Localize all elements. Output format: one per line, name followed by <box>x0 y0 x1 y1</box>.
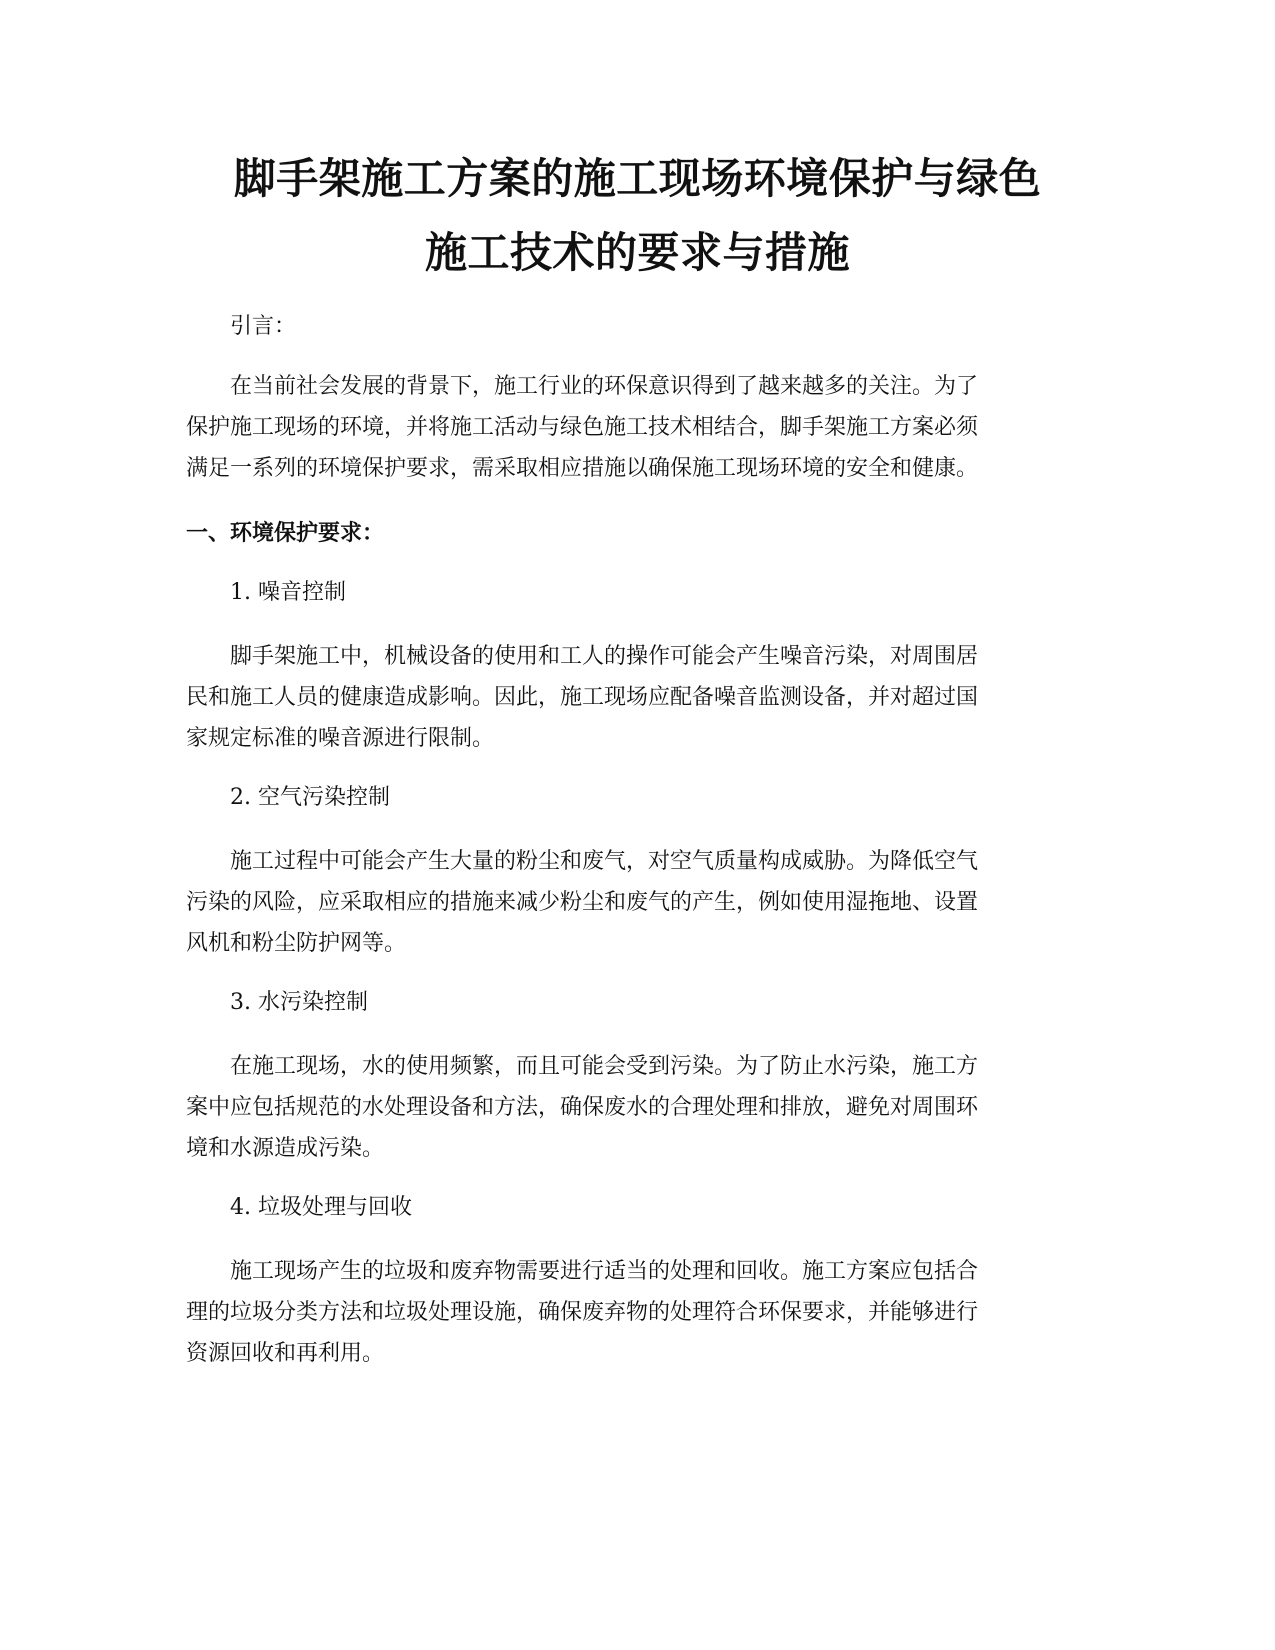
paragraph-line: 民和施工人员的健康造成影响。因此，施工现场应配备噪音监测设备，并对超过国 <box>186 685 979 710</box>
paragraph-line: 境和水源造成污染。 <box>186 1136 385 1161</box>
paragraph-line: 理的垃圾分类方法和垃圾处理设施，确保废弃物的处理符合环保要求，并能够进行 <box>186 1300 979 1325</box>
paragraph-line: 在施工现场，水的使用频繁，而且可能会受到污染。为了防止水污染，施工方 <box>230 1054 979 1079</box>
paragraph-line: 施工过程中可能会产生大量的粉尘和废气，对空气质量构成威胁。为降低空气 <box>230 849 979 874</box>
item-heading: 1. 噪音控制 <box>230 580 346 605</box>
intro-line: 满足一系列的环境保护要求，需采取相应措施以确保施工现场环境的安全和健康。 <box>186 456 979 481</box>
paragraph-line: 案中应包括规范的水处理设备和方法，确保废水的合理处理和排放，避免对周围环 <box>186 1095 979 1120</box>
paragraph-line: 风机和粉尘防护网等。 <box>186 931 407 956</box>
paragraph-line: 资源回收和再利用。 <box>186 1341 385 1366</box>
title-line-1: 脚手架施工方案的施工现场环境保护与绿色 <box>233 154 1042 203</box>
title-line-2: 施工技术的要求与措施 <box>424 228 850 277</box>
paragraph-line: 施工现场产生的垃圾和废弃物需要进行适当的处理和回收。施工方案应包括合 <box>230 1259 979 1284</box>
paragraph-line: 脚手架施工中，机械设备的使用和工人的操作可能会产生噪音污染，对周围居 <box>230 644 979 669</box>
item-heading: 3. 水污染控制 <box>230 990 368 1015</box>
item-heading: 4. 垃圾处理与回收 <box>230 1195 412 1220</box>
intro-line: 保护施工现场的环境，并将施工活动与绿色施工技术相结合，脚手架施工方案必须 <box>186 415 979 440</box>
intro-line: 在当前社会发展的背景下，施工行业的环保意识得到了越来越多的关注。为了 <box>230 374 979 399</box>
paragraph-line: 污染的风险，应采取相应的措施来减少粉尘和废气的产生，例如使用湿拖地、设置 <box>186 890 979 915</box>
paragraph-line: 家规定标准的噪音源进行限制。 <box>186 726 495 751</box>
item-heading: 2. 空气污染控制 <box>230 785 390 810</box>
section-heading: 一、环境保护要求： <box>186 521 385 546</box>
intro-label: 引言： <box>230 314 297 339</box>
